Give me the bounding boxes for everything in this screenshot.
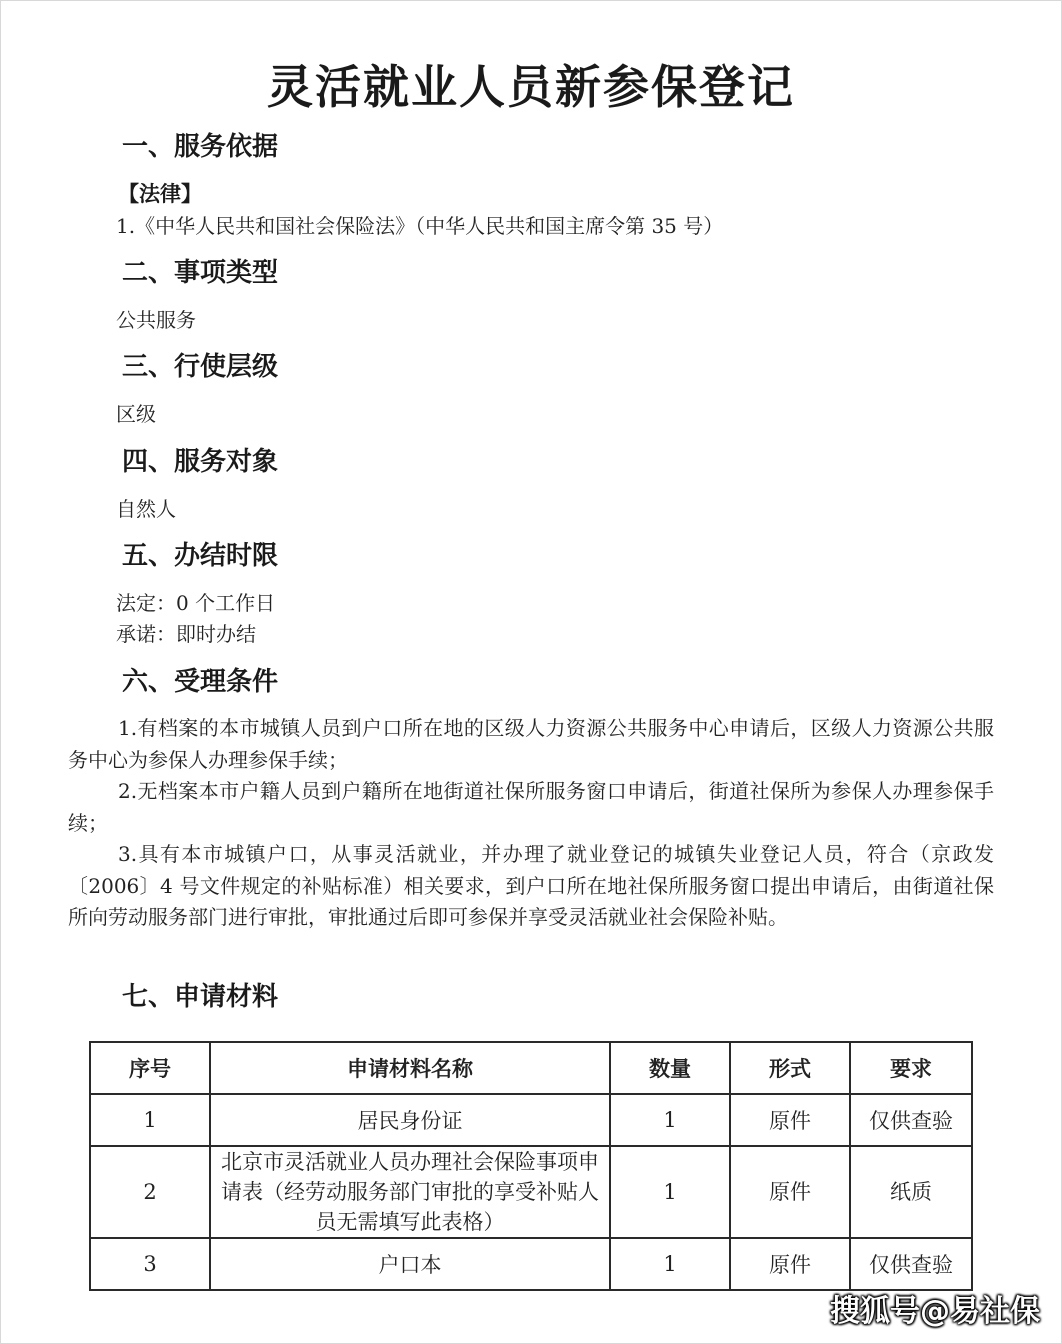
law-subheading: 【法律】 [118,182,202,206]
timelimit-legal: 法定：0 个工作日 [116,591,276,615]
cell-requirement: 仅供查验 [850,1094,972,1146]
header-material-name: 申请材料名称 [210,1042,610,1094]
cell-form: 原件 [730,1094,850,1146]
header-index: 序号 [90,1042,210,1094]
timelimit-promise: 承诺：即时办结 [116,622,256,646]
section-heading-timelimit: 五、办结时限 [122,541,279,571]
cell-requirement: 纸质 [850,1146,972,1238]
materials-table [89,1041,973,1291]
target-value: 自然人 [116,497,176,521]
cell-material-name: 户口本 [210,1238,610,1290]
cell-quantity: 1 [610,1094,730,1146]
section-heading-basis: 一、服务依据 [122,132,279,162]
section-heading-type: 二、事项类型 [122,258,279,288]
section-heading-materials: 七、申请材料 [122,982,279,1012]
cell-material-name: 北京市灵活就业人员办理社会保险事项申请表（经劳动服务部门审批的享受补贴人员无需填写此表格） [210,1146,610,1238]
section-heading-target: 四、服务对象 [122,447,279,477]
table-row [90,1146,972,1238]
item-type-value: 公共服务 [116,308,196,332]
document-title: 灵活就业人员新参保登记 [267,60,795,114]
table-header-row [90,1042,972,1094]
law-item: 1.《中华人民共和国社会保险法》（中华人民共和国主席令第 35 号） [116,214,724,238]
cell-quantity: 1 [610,1238,730,1290]
cell-index: 1 [90,1094,210,1146]
condition-paragraph-1: 1.有档案的本市城镇人员到户口所在地的区级人力资源公共服务中心申请后，区级人力资源公共服务中心为参保人办理参保手续； [68,716,994,772]
cell-requirement: 仅供查验 [850,1238,972,1290]
watermark: 搜狐号@易社保 [830,1294,1040,1329]
cell-index: 2 [90,1146,210,1238]
header-quantity: 数量 [610,1042,730,1094]
cell-material-name: 居民身份证 [210,1094,610,1146]
cell-form: 原件 [730,1238,850,1290]
cell-form: 原件 [730,1146,850,1238]
cell-index: 3 [90,1238,210,1290]
header-form: 形式 [730,1042,850,1094]
table-row [90,1094,972,1146]
cell-quantity: 1 [610,1146,730,1238]
condition-paragraph-2: 2.无档案本市户籍人员到户籍所在地街道社保所服务窗口申请后，街道社保所为参保人办理参保手续； [68,779,994,835]
header-requirement: 要求 [850,1042,972,1094]
level-value: 区级 [116,402,156,426]
table-row [90,1238,972,1290]
condition-paragraph-3: 3.具有本市城镇户口，从事灵活就业，并办理了就业登记的城镇失业登记人员，符合（京政发〔2006〕4 号文件规定的补贴标准）相关要求，到户口所在地社保所服务窗口提出申请后，由街道社保所向劳动服务部门进行审批，审批通过后即可参保并享受灵活就业社会保险补贴。 [68,842,994,929]
section-heading-level: 三、行使层级 [122,352,279,382]
section-heading-conditions: 六、受理条件 [122,667,279,697]
